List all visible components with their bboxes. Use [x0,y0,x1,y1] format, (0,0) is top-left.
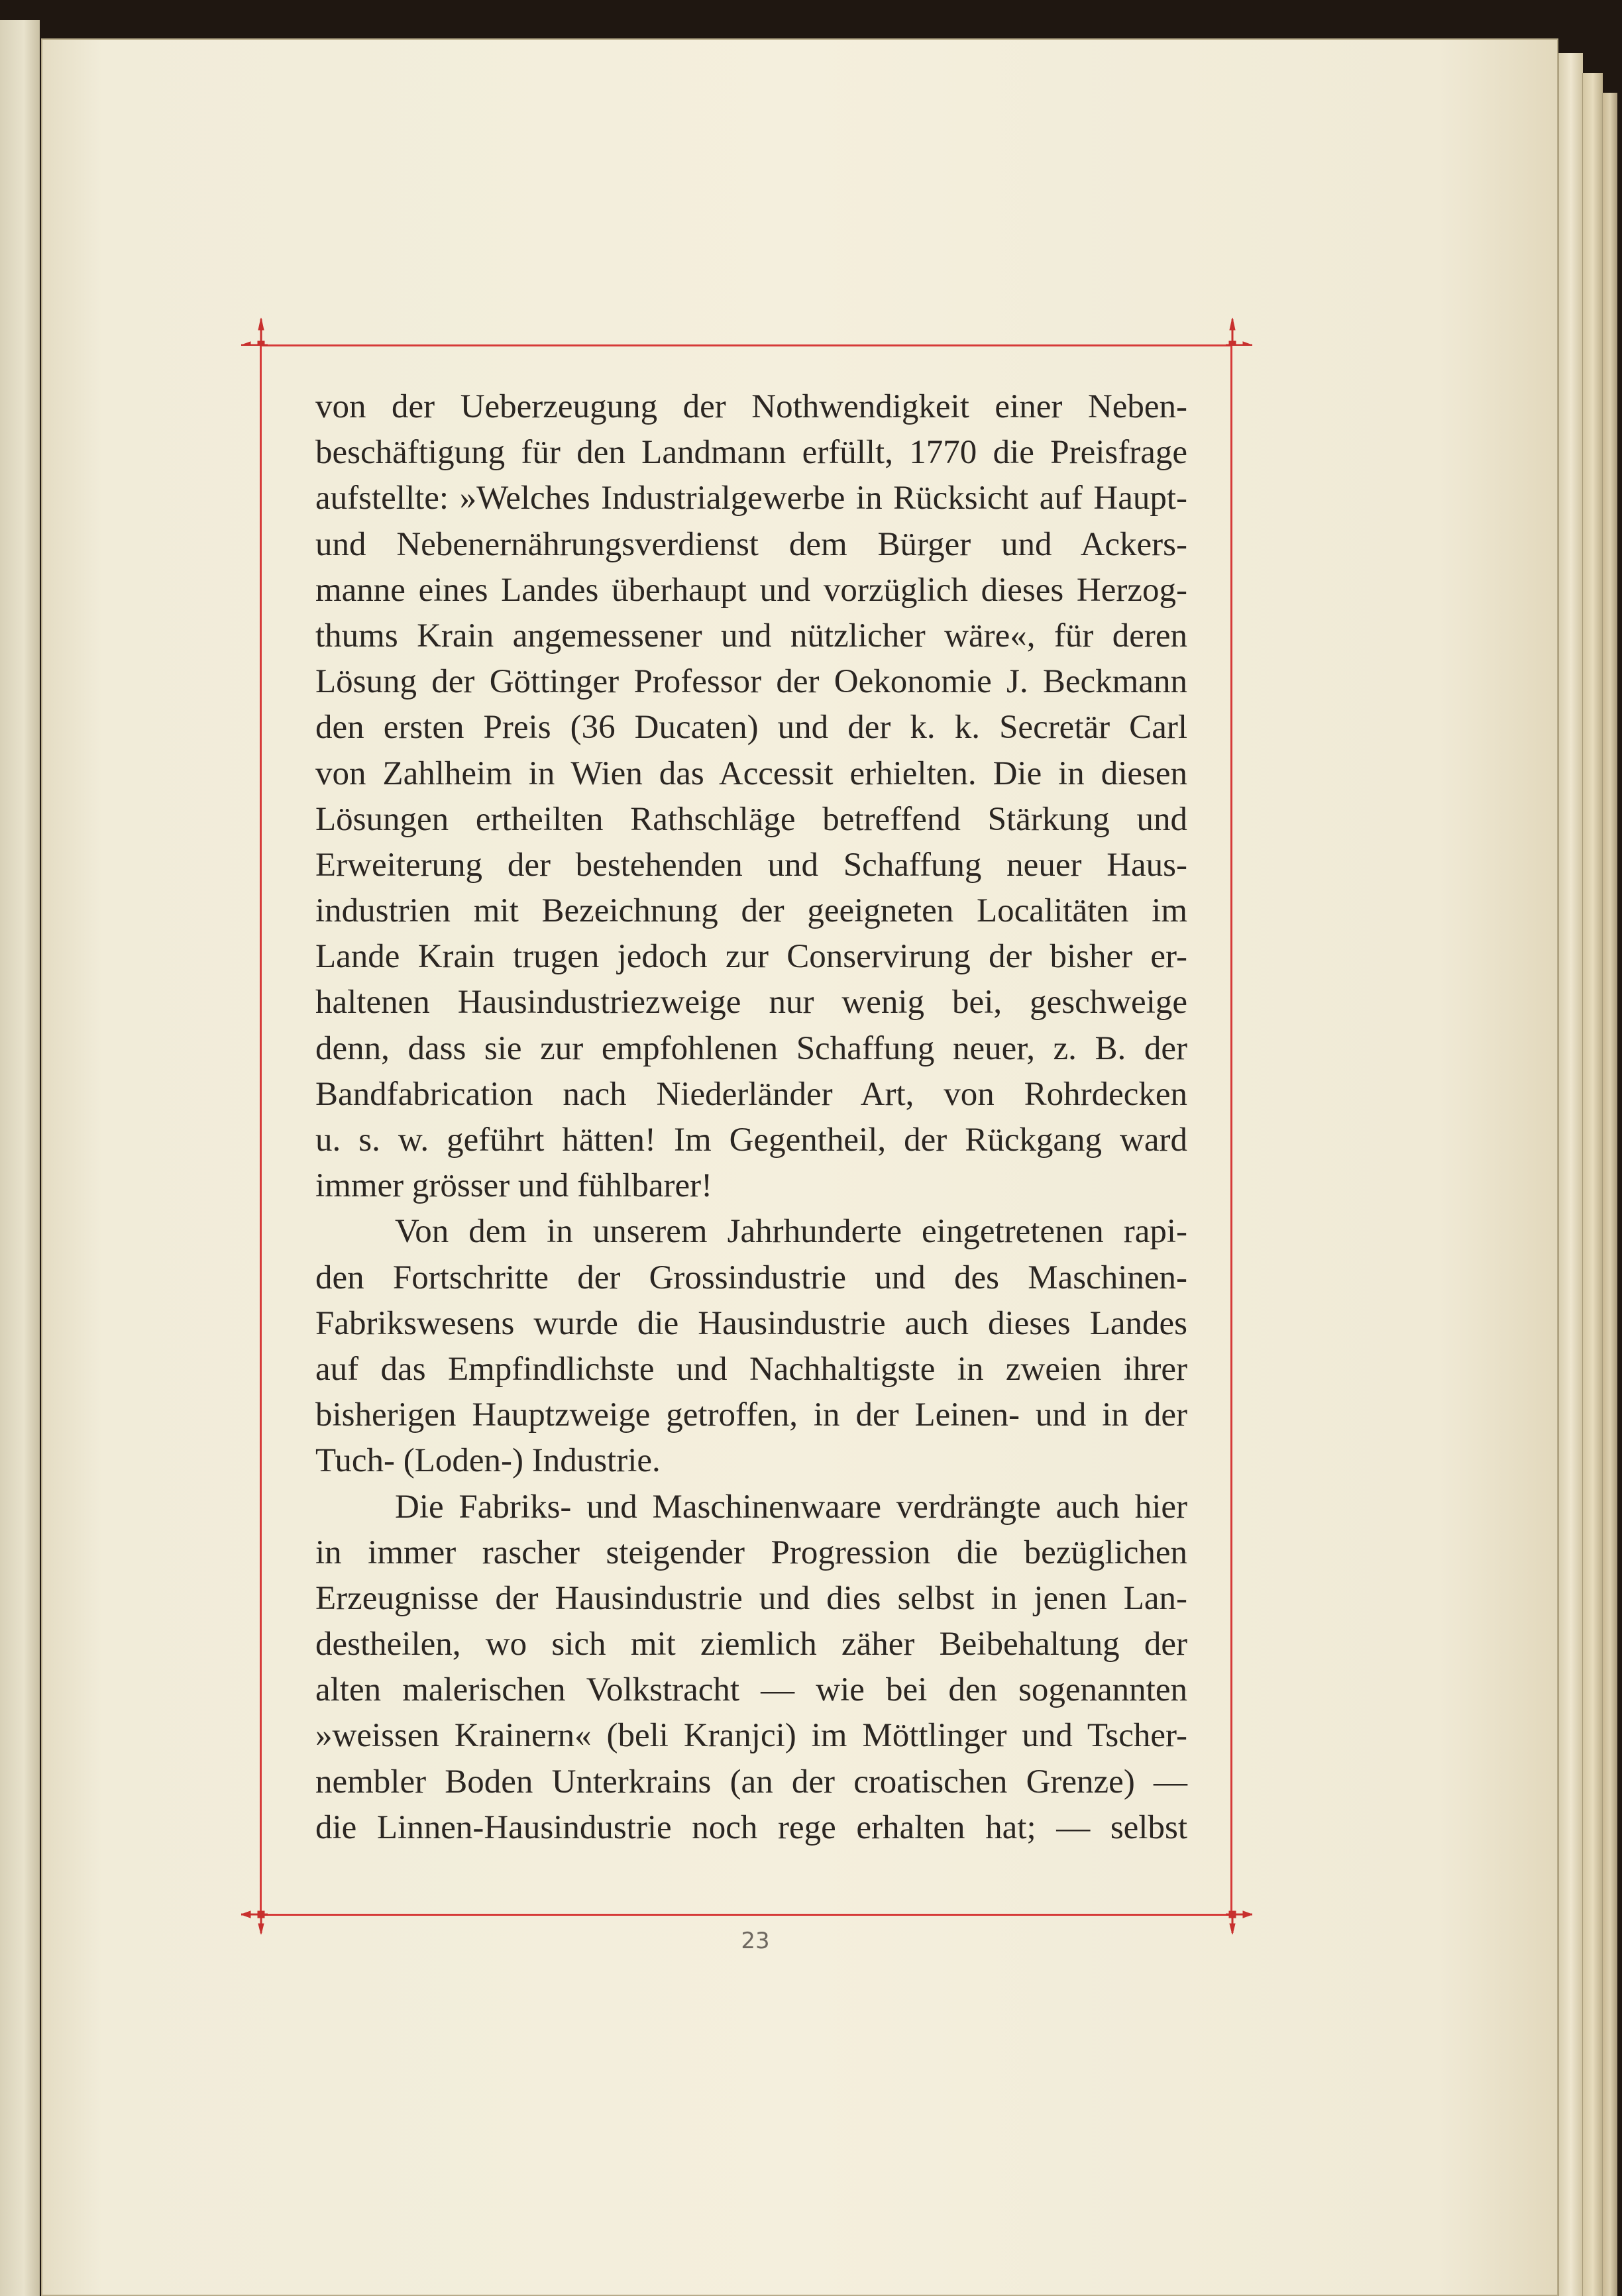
frame-bottom-rule [260,1914,1232,1916]
text-line: Von dem in unserem Jahrhunderte eingetretenen rapi- [395,1213,1187,1251]
page-stack-edge [1582,73,1603,2296]
text-line: Bandfabrication nach Niederländer Art, von Rohrdecken [315,1075,1187,1113]
text-line: Erzeugnisse der Hausindustrie und dies selbst in jenen Lan- [315,1579,1187,1617]
corner-ornament-top-right [1213,306,1252,346]
text-line: immer grösser und fühlbarer! [315,1167,713,1205]
frame-right-rule [1230,344,1232,1916]
text-line: alten malerischen Volkstracht — wie bei den sogenannten [315,1671,1187,1709]
text-line: industrien mit Bezeichnung der geeigneten Localitäten im [315,892,1187,930]
body-text [315,384,1187,1851]
text-line: Lösung der Göttinger Professor der Oekonomie J. Beckmann [315,663,1187,701]
text-line: nembler Boden Unterkrains (an der croatischen Grenze) — [315,1763,1187,1800]
text-line: Lande Krain trugen jedoch zur Conservirung der bisher er- [315,938,1187,976]
frame-top-rule [260,344,1232,346]
text-line: denn, dass sie zur empfohlenen Schaffung neuer, z. B. der [315,1029,1187,1067]
text-line: »weissen Krainern« (beli Kranjci) im Möttlinger und Tscher- [315,1717,1187,1755]
text-line: in immer rascher steigender Progression die bezüglichen [315,1534,1187,1571]
text-line: die Linnen-Hausindustrie noch rege erhalten hat; — selbst [315,1808,1187,1846]
text-line: Lösungen ertheilten Rathschläge betreffend Stärkung und [315,800,1187,838]
page-stack-edge [1602,93,1617,2296]
corner-ornament-top-left [241,306,281,346]
text-line: Tuch- (Loden-) Industrie. [315,1442,661,1480]
corner-ornament-bottom-left [241,1896,281,1936]
text-line: thums Krain angemessener und nützlicher wäre«, für deren [315,617,1187,654]
text-line: Die Fabriks- und Maschinenwaare verdrängte auch hier [395,1488,1187,1526]
corner-ornament-bottom-right [1213,1896,1252,1936]
text-line: und Nebenernährungsverdienst dem Bürger und Ackers- [315,525,1187,563]
text-line: bisherigen Hauptzweige getroffen, in der Leinen- und in der [315,1396,1187,1434]
page-stack-edge [1558,53,1583,2296]
text-line: von Zahlheim in Wien das Accessit erhielten. Die in diesen [315,755,1187,792]
text-line: den ersten Preis (36 Ducaten) und der k. k. Secretär Carl [315,709,1187,747]
text-line: aufstellte: »Welches Industrialgewerbe in Rücksicht auf Haupt- [315,480,1187,517]
text-line: auf das Empfindlichste und Nachhaltigste in zweien ihrer [315,1350,1187,1388]
text-line: beschäftigung für den Landmann erfüllt, 1770 die Preisfrage [315,434,1187,472]
page-number: 23 [741,1928,770,1954]
text-line: haltenen Hausindustriezweige nur wenig bei, geschweige [315,984,1187,1021]
text-line: Erweiterung der bestehenden und Schaffung neuer Haus- [315,846,1187,884]
text-line: destheilen, wo sich mit ziemlich zäher Beibehaltung der [315,1626,1187,1663]
frame-left-rule [260,344,262,1916]
text-line: von der Ueberzeugung der Nothwendigkeit einer Neben- [315,388,1187,425]
text-line: manne eines Landes überhaupt und vorzüglich dieses Herzog- [315,571,1187,609]
text-line: Fabrikswesens wurde die Hausindustrie auch dieses Landes [315,1304,1187,1342]
facing-page-edge [0,20,40,2296]
text-line: u. s. w. geführt hätten! Im Gegentheil, der Rückgang ward [315,1122,1187,1159]
text-line: den Fortschritte der Grossindustrie und des Maschinen- [315,1259,1187,1296]
